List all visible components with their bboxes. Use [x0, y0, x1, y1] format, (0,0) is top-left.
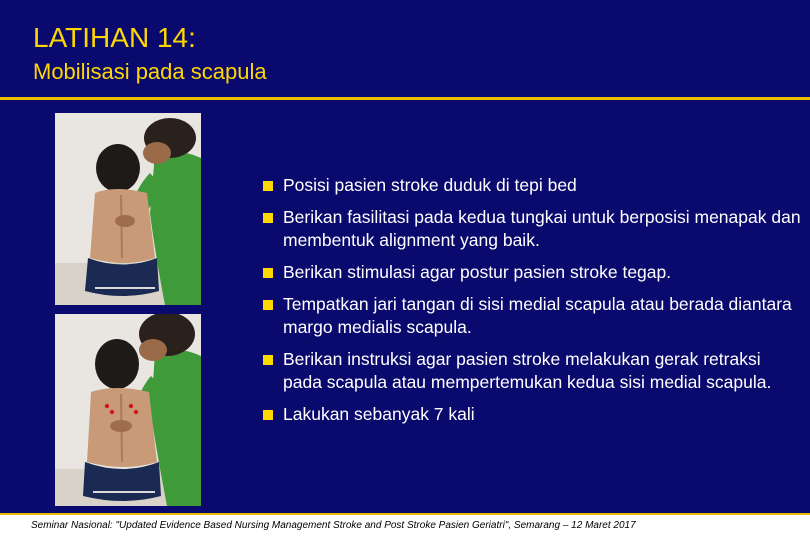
slide-title: LATIHAN 14:	[33, 22, 196, 53]
list-item-text: Tempatkan jari tangan di sisi medial scapula atau berada diantara margo medialis scapula.	[283, 294, 792, 337]
list-item-text: Lakukan sebanyak 7 kali	[283, 404, 475, 424]
list-item-text: Berikan fasilitasi pada kedua tungkai untuk berposisi menapak dan membentuk alignment yang baik.	[283, 207, 801, 250]
square-bullet-icon	[263, 268, 273, 278]
list-item	[262, 174, 802, 197]
footer-text: Seminar Nasional: "Updated Evidence Based Nursing Management Stroke and Post Stroke Pasien Geriatri", Semarang – 12 Maret 2017	[31, 520, 636, 531]
slide-subtitle: Mobilisasi pada scapula	[33, 59, 267, 84]
square-bullet-icon	[263, 300, 273, 310]
scapula-photo-2	[55, 314, 201, 506]
list-item-text: Berikan stimulasi agar postur pasien stroke tegap.	[283, 262, 672, 282]
square-bullet-icon	[263, 410, 273, 420]
list-item	[262, 206, 802, 252]
scapula-photo-1	[55, 113, 201, 305]
list-item	[262, 261, 802, 284]
list-item	[262, 293, 802, 339]
list-item-text: Berikan instruksi agar pasien stroke melakukan gerak retraksi pada scapula atau mempertemukan kedua sisi medial scapula.	[283, 349, 772, 392]
list-item	[262, 403, 802, 426]
square-bullet-icon	[263, 213, 273, 223]
instruction-list	[262, 174, 802, 435]
square-bullet-icon	[263, 355, 273, 365]
list-item-text: Posisi pasien stroke duduk di tepi bed	[283, 175, 577, 195]
title-divider	[0, 97, 810, 100]
list-item	[262, 348, 802, 394]
square-bullet-icon	[263, 181, 273, 191]
